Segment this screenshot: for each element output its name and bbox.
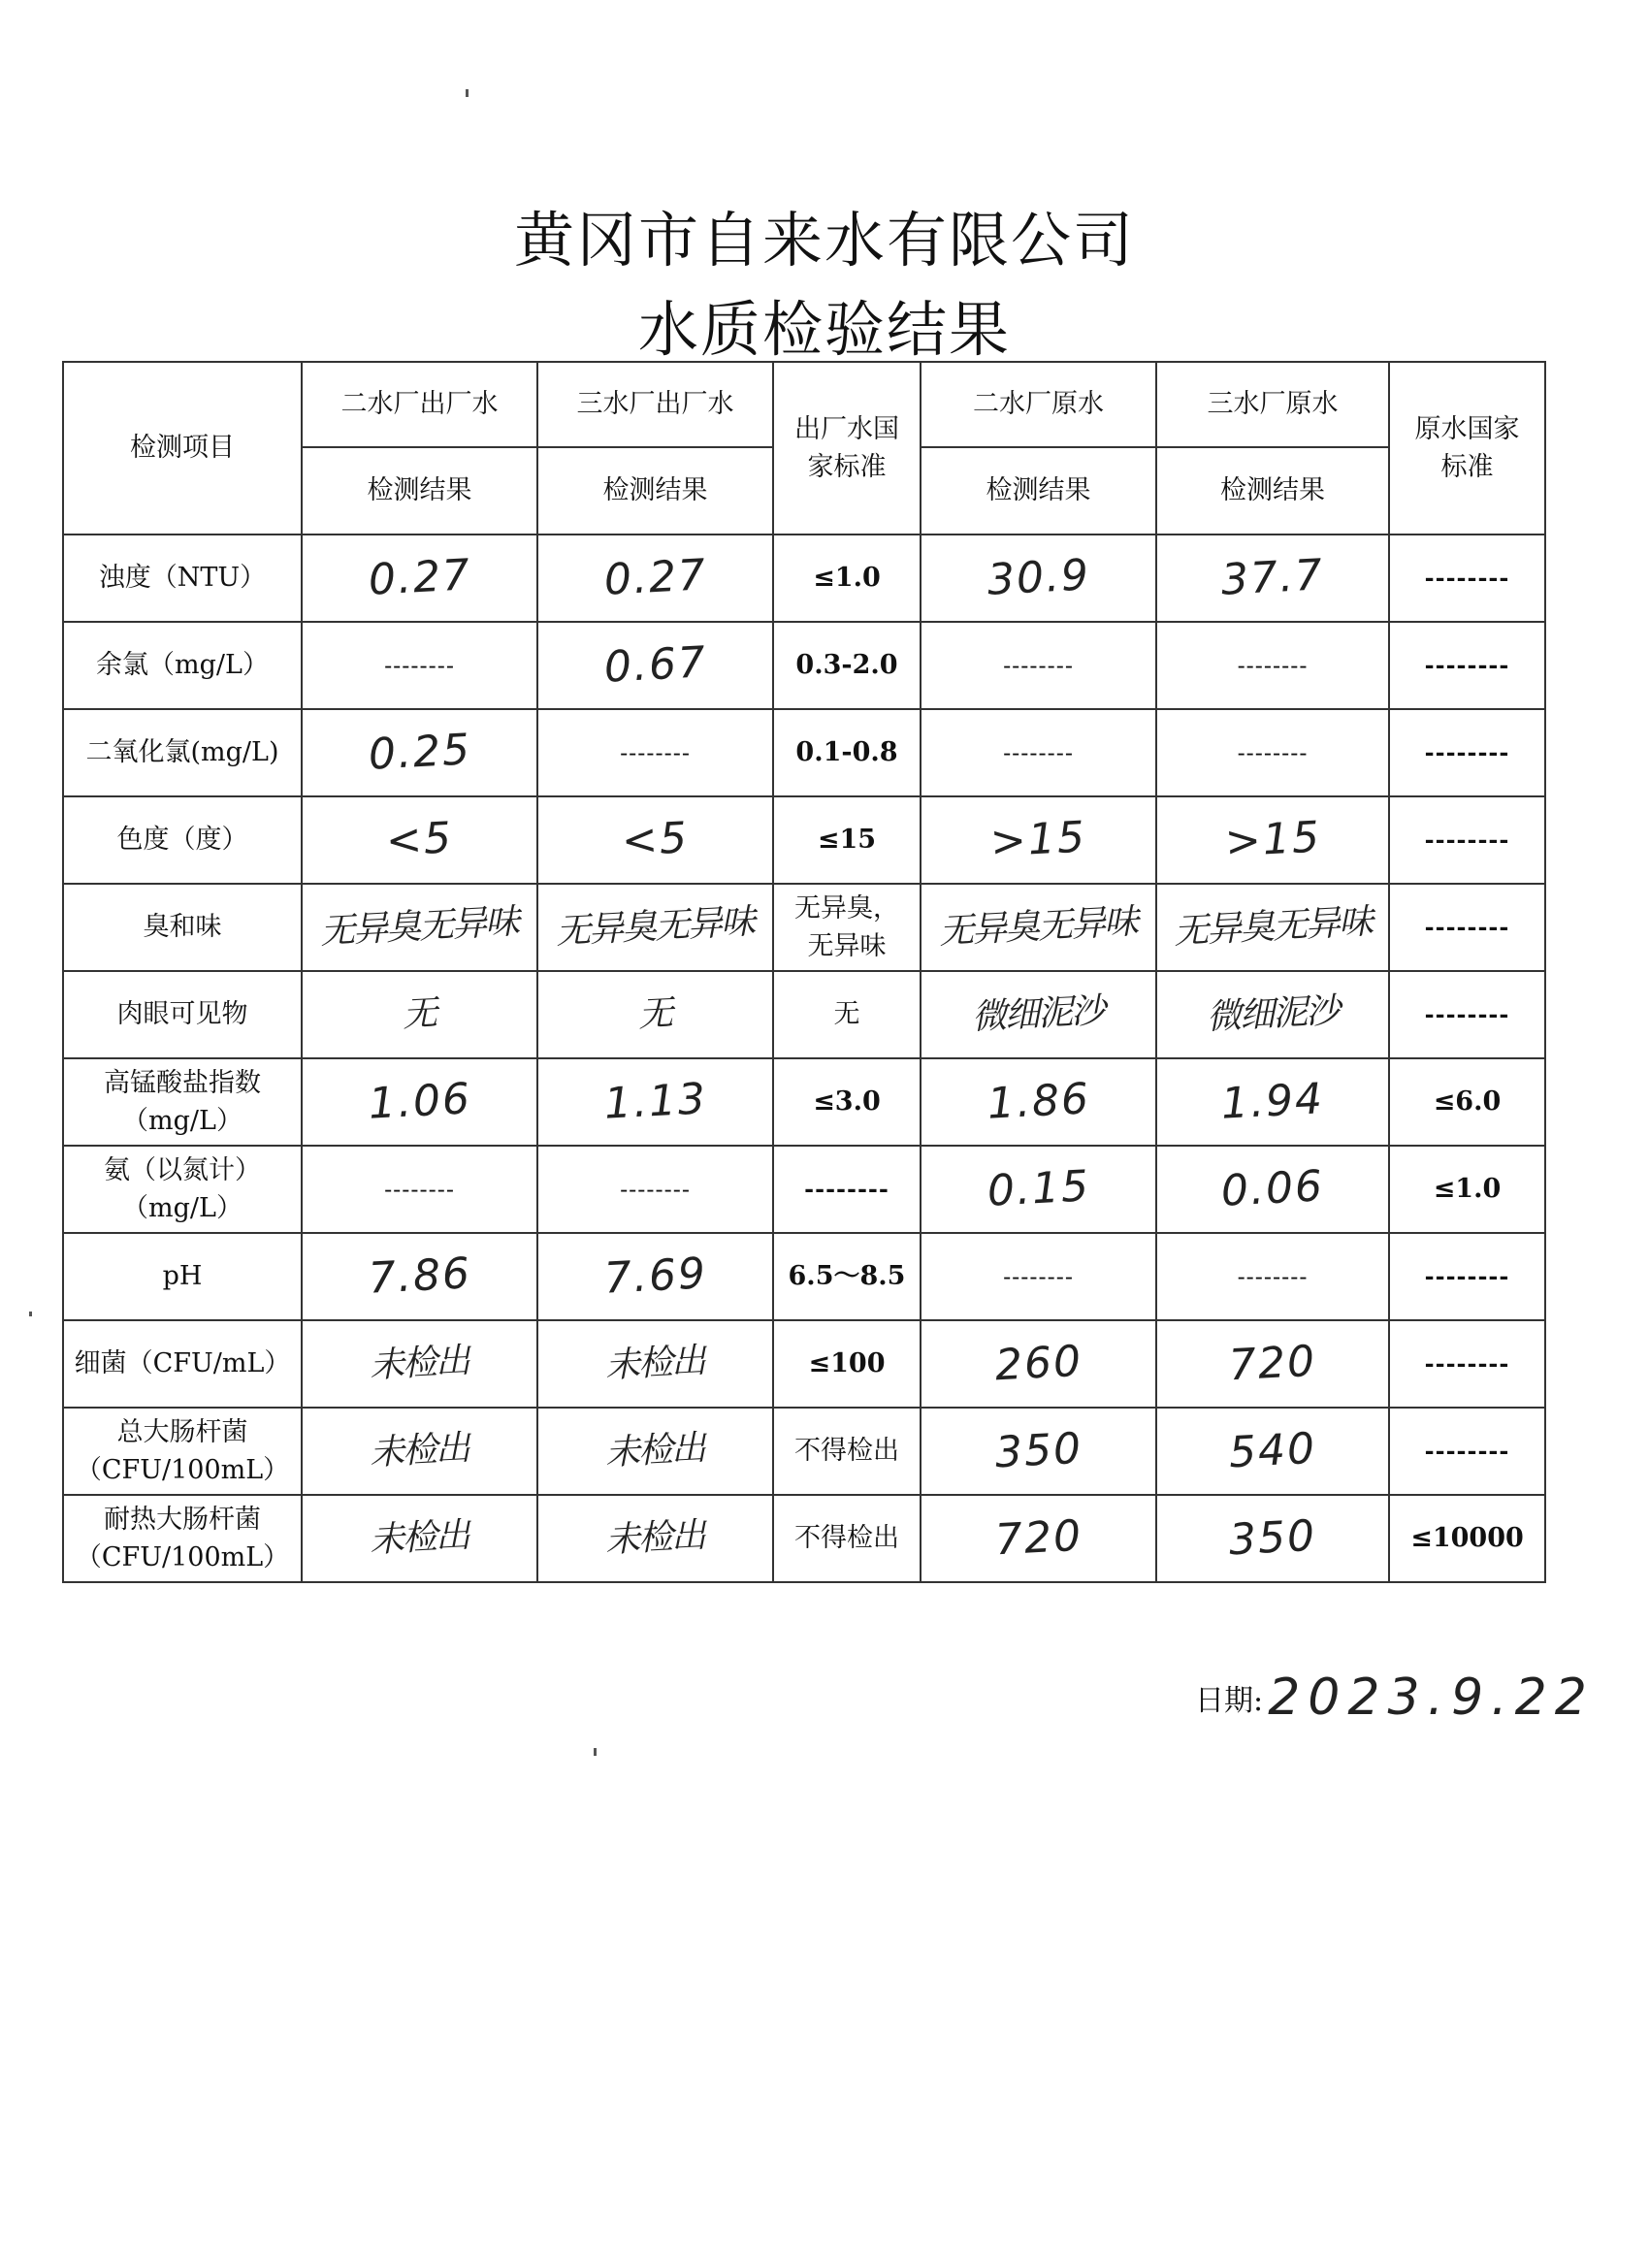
result-cell — [537, 884, 773, 971]
standard-cell — [1389, 535, 1545, 622]
row-item-label: 耐热大肠杆菌 （CFU/100mL） — [63, 1495, 302, 1582]
col-header-plant3-raw: 三水厂原水 — [1156, 362, 1389, 447]
result-cell — [1156, 1233, 1389, 1320]
col-header-plant2-out: 二水厂出厂水 — [302, 362, 537, 447]
standard-value: ≤10000 — [1410, 1523, 1524, 1554]
standard-cell — [1389, 1058, 1545, 1146]
standard-cell — [773, 1495, 921, 1582]
result-cell — [1156, 971, 1389, 1058]
result-cell — [921, 1146, 1156, 1233]
row-item-label: 余氯（mg/L） — [63, 622, 302, 709]
date-label: 日期: — [1195, 1684, 1264, 1718]
result-value: -------- — [1237, 652, 1309, 680]
table-row — [63, 971, 1545, 1058]
result-cell — [302, 1320, 537, 1408]
result-cell — [302, 1233, 537, 1320]
standard-value: -------- — [1424, 1349, 1510, 1378]
result-value: 0.27 — [602, 550, 708, 605]
result-value: 无 — [402, 993, 437, 1035]
standard-value: ≤100 — [808, 1348, 886, 1379]
result-cell — [537, 1495, 773, 1582]
result-cell — [921, 1320, 1156, 1408]
result-value: 720 — [993, 1510, 1083, 1566]
row-item-label: 高锰酸盐指数 （mg/L） — [63, 1058, 302, 1146]
sub-header-result: 检测结果 — [302, 447, 537, 535]
standard-value: 不得检出 — [794, 1436, 899, 1467]
date-value: 2023.9.22 — [1268, 1669, 1595, 1727]
result-value: -------- — [1237, 739, 1309, 767]
standard-cell — [773, 796, 921, 884]
col-header-plant2-raw: 二水厂原水 — [921, 362, 1156, 447]
result-cell — [302, 622, 537, 709]
sub-header-result: 检测结果 — [921, 447, 1156, 535]
standard-value: -------- — [1424, 1437, 1510, 1466]
result-cell — [921, 1058, 1156, 1146]
result-value: 350 — [993, 1423, 1083, 1478]
table-row — [63, 1146, 1545, 1233]
result-cell — [1156, 1146, 1389, 1233]
result-cell — [537, 622, 773, 709]
result-cell — [1156, 1320, 1389, 1408]
table-row — [63, 1320, 1545, 1408]
row-item-label: 臭和味 — [63, 884, 302, 971]
result-value: -------- — [620, 1176, 691, 1204]
result-value: 无 — [637, 993, 673, 1035]
table-row — [63, 709, 1545, 796]
result-value: 37.7 — [1219, 550, 1326, 605]
col-header-plant3-out: 三水厂出厂水 — [537, 362, 773, 447]
row-item-label: 浊度（NTU） — [63, 535, 302, 622]
result-cell — [537, 796, 773, 884]
standard-cell — [773, 535, 921, 622]
water-quality-table — [62, 361, 1546, 1583]
result-value: 1.86 — [986, 1074, 1091, 1129]
table-row — [63, 796, 1545, 884]
result-cell — [302, 971, 537, 1058]
result-value: -------- — [1237, 1263, 1309, 1291]
result-value: 无异臭无异味 — [319, 901, 520, 953]
result-cell — [1156, 1408, 1389, 1495]
row-item-label: 氨（以氮计） （mg/L） — [63, 1146, 302, 1233]
result-cell — [921, 622, 1156, 709]
standard-value: 6.5～8.5 — [788, 1261, 906, 1292]
result-value: 350 — [1227, 1510, 1318, 1566]
standard-value: -------- — [1424, 1262, 1510, 1291]
table-row — [63, 1495, 1545, 1582]
result-value: 1.13 — [602, 1074, 708, 1129]
result-cell — [537, 1146, 773, 1233]
result-cell — [302, 796, 537, 884]
standard-value: 0.1-0.8 — [795, 737, 898, 768]
result-value: 1.06 — [367, 1074, 472, 1129]
result-cell — [537, 535, 773, 622]
result-value: 30.9 — [986, 550, 1091, 605]
result-value: 720 — [1227, 1336, 1318, 1391]
result-cell — [1156, 535, 1389, 622]
table-row — [63, 535, 1545, 622]
result-cell — [921, 1408, 1156, 1495]
standard-value: -------- — [1424, 1000, 1510, 1029]
result-cell — [537, 1233, 773, 1320]
standard-value: ≤1.0 — [813, 563, 881, 594]
result-value: 微细泥沙 — [971, 990, 1106, 1038]
table-row — [63, 622, 1545, 709]
standard-cell — [773, 709, 921, 796]
result-cell — [921, 884, 1156, 971]
result-value: 1.94 — [1219, 1074, 1326, 1129]
result-value: 未检出 — [369, 1341, 470, 1386]
standard-value: -------- — [804, 1175, 889, 1204]
standard-cell — [773, 622, 921, 709]
standard-value: -------- — [1424, 913, 1510, 942]
standard-cell — [1389, 709, 1545, 796]
standard-value: -------- — [1424, 564, 1510, 593]
result-value: >15 — [1223, 812, 1322, 867]
result-value: 未检出 — [369, 1515, 470, 1561]
row-item-label: 细菌（CFU/mL） — [63, 1320, 302, 1408]
sub-header-result: 检测结果 — [537, 447, 773, 535]
result-value: 未检出 — [604, 1515, 706, 1561]
standard-cell — [1389, 884, 1545, 971]
standard-cell — [1389, 1233, 1545, 1320]
result-value: 未检出 — [604, 1341, 706, 1386]
standard-cell — [1389, 1495, 1545, 1582]
result-cell — [921, 796, 1156, 884]
result-cell — [921, 709, 1156, 796]
result-cell — [537, 709, 773, 796]
result-value: 未检出 — [369, 1428, 470, 1474]
result-value: 7.86 — [367, 1248, 472, 1304]
result-value: >15 — [988, 812, 1088, 867]
standard-value: ≤3.0 — [813, 1086, 881, 1118]
item-header: 检测项目 — [63, 362, 302, 535]
standard-value: -------- — [1424, 738, 1510, 767]
col-header-out-standard: 出厂水国 家标准 — [773, 362, 921, 535]
company-name: 黄冈市自来水有限公司 — [513, 205, 1135, 275]
standard-cell — [773, 884, 921, 971]
standard-cell — [1389, 971, 1545, 1058]
result-cell — [1156, 622, 1389, 709]
standard-cell — [773, 1058, 921, 1146]
standard-cell — [1389, 1408, 1545, 1495]
result-cell — [302, 1495, 537, 1582]
result-cell — [537, 1058, 773, 1146]
row-item-label: 肉眼可见物 — [63, 971, 302, 1058]
result-value: 未检出 — [604, 1428, 706, 1474]
result-value: 0.25 — [367, 725, 472, 780]
result-value: 无异臭无异味 — [938, 901, 1139, 953]
result-value: 540 — [1227, 1423, 1318, 1478]
result-cell — [921, 971, 1156, 1058]
standard-value: ≤6.0 — [1433, 1086, 1502, 1118]
standard-cell — [773, 971, 921, 1058]
result-value: 无异臭无异味 — [1173, 901, 1373, 953]
standard-cell — [773, 1408, 921, 1495]
result-value: -------- — [384, 1176, 455, 1204]
result-cell — [921, 1233, 1156, 1320]
result-value: <5 — [620, 813, 691, 866]
result-cell — [302, 535, 537, 622]
result-value: 260 — [993, 1336, 1083, 1391]
result-value: -------- — [1003, 652, 1074, 680]
row-item-label: pH — [63, 1233, 302, 1320]
standard-value: ≤15 — [817, 825, 877, 856]
standard-cell — [773, 1320, 921, 1408]
table-row — [63, 1058, 1545, 1146]
table-row — [63, 1233, 1545, 1320]
standard-cell — [1389, 622, 1545, 709]
result-cell — [302, 709, 537, 796]
result-cell — [537, 1408, 773, 1495]
result-value: <5 — [384, 813, 455, 866]
standard-value: 无 — [833, 999, 860, 1030]
result-value: -------- — [1003, 739, 1074, 767]
standard-cell — [1389, 1320, 1545, 1408]
result-value: 无异臭无异味 — [555, 901, 756, 953]
table-row — [63, 1408, 1545, 1495]
standard-value: -------- — [1424, 651, 1510, 680]
row-item-label: 总大肠杆菌 （CFU/100mL） — [63, 1408, 302, 1495]
standard-value: ≤1.0 — [1433, 1174, 1502, 1205]
result-cell — [537, 971, 773, 1058]
result-value: 7.69 — [602, 1248, 708, 1304]
result-cell — [537, 1320, 773, 1408]
col-header-raw-standard: 原水国家 标准 — [1389, 362, 1545, 535]
sub-header-result: 检测结果 — [1156, 447, 1389, 535]
result-value: 0.06 — [1219, 1161, 1326, 1216]
row-item-label: 二氧化氯(mg/L) — [63, 709, 302, 796]
result-cell — [921, 1495, 1156, 1582]
result-cell — [302, 1408, 537, 1495]
standard-value: -------- — [1424, 826, 1510, 855]
standard-value: 无异臭， 无异味 — [794, 892, 899, 961]
result-cell — [302, 1146, 537, 1233]
result-cell — [1156, 709, 1389, 796]
result-cell — [1156, 1495, 1389, 1582]
standard-value: 不得检出 — [794, 1523, 899, 1554]
result-cell — [302, 1058, 537, 1146]
result-cell — [1156, 884, 1389, 971]
result-value: -------- — [384, 652, 455, 680]
standard-cell — [773, 1146, 921, 1233]
result-value: 0.67 — [602, 637, 708, 693]
table-row — [63, 884, 1545, 971]
document-title: 水质检验结果 — [637, 294, 1011, 365]
result-value: 微细泥沙 — [1205, 990, 1340, 1038]
result-value: 0.27 — [367, 550, 472, 605]
standard-cell — [1389, 796, 1545, 884]
row-item-label: 色度（度） — [63, 796, 302, 884]
result-cell — [1156, 1058, 1389, 1146]
result-value: -------- — [620, 739, 691, 767]
result-value: -------- — [1003, 1263, 1074, 1291]
result-cell — [1156, 796, 1389, 884]
result-cell — [921, 535, 1156, 622]
standard-value: 0.3-2.0 — [795, 650, 898, 681]
report-date — [1195, 1669, 1595, 1727]
result-value: 0.15 — [986, 1161, 1091, 1216]
standard-cell — [773, 1233, 921, 1320]
standard-cell — [1389, 1146, 1545, 1233]
result-cell — [302, 884, 537, 971]
